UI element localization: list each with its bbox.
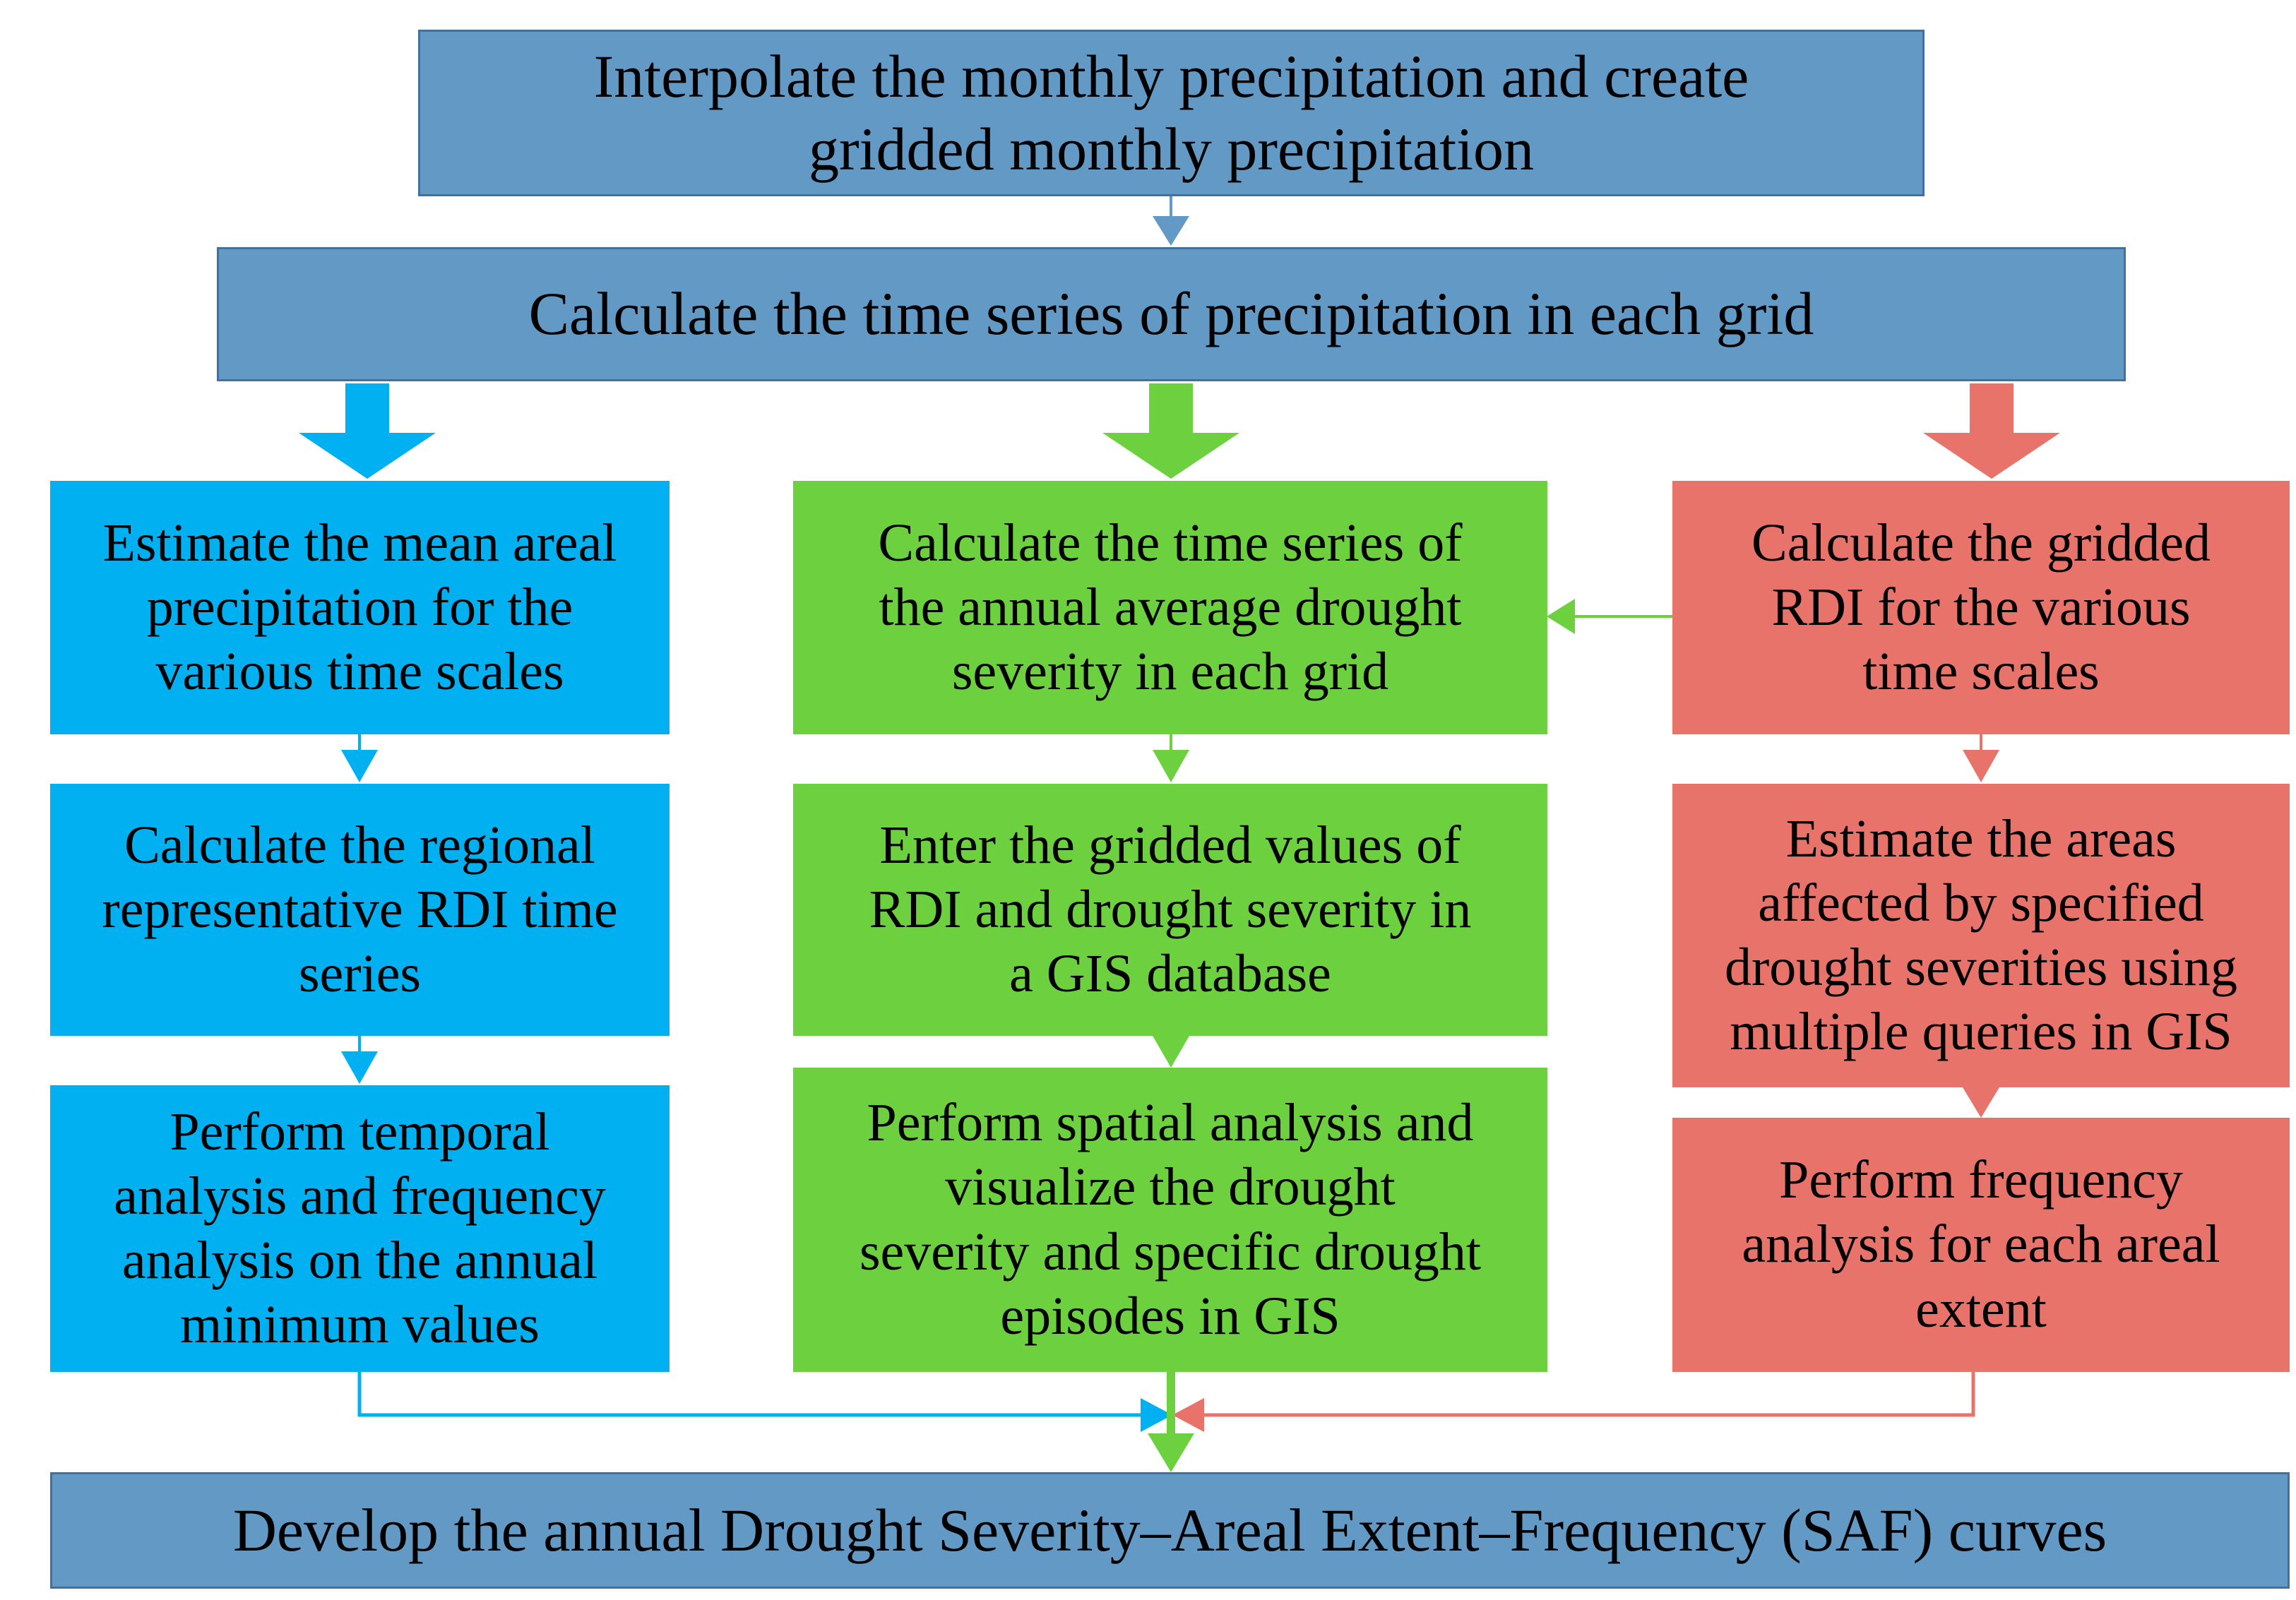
arrow-head-middle-1-2 [1153,750,1189,782]
middle-step-3-box [793,1068,1547,1372]
middle-step-2-text: Enter the gridded values of RDI and drought severity in a GIS database [869,815,1472,1004]
middle-step-1-box [793,481,1547,734]
connector-right-to-final [1197,1372,1973,1415]
left-step-3-text: Perform temporal analysis and frequency analysis on the annual minimum values [114,1102,606,1355]
arrow-head-left-2-3 [341,1051,378,1084]
develop-saf-step-text: Develop the annual Drought Severity–Areal Extent–Frequency (SAF) curves [232,1495,2107,1564]
left-step-1-box [50,481,670,734]
interpolate-step-box [418,30,1925,196]
arrow-head-interpolate-to-time-series [1153,216,1189,246]
time-series-step-box [217,247,2126,381]
interpolate-step-text: Interpolate the monthly precipitation and create gridded monthly precipitation [593,42,1749,183]
time-series-step-text: Calculate the time series of precipitation in each grid [528,280,1814,348]
right-step-3-box [1672,1118,2290,1372]
arrow-head-middle-to-final [1148,1433,1194,1472]
left-step-1-text: Estimate the mean areal precipitation for the various time scales [102,513,617,702]
arrow-head-right-2-3 [1963,1087,1999,1118]
right-step-3-text: Perform frequency analysis for each areal extent [1742,1150,2220,1339]
right-step-1-text: Calculate the gridded RDI for the various time scales [1751,513,2211,702]
arrow-head-left-1-2 [341,750,378,782]
left-step-2-box [50,784,670,1036]
develop-saf-step-box [50,1472,2290,1589]
right-step-2-box [1672,784,2290,1087]
right-step-1-box [1672,481,2290,734]
block-arrow-cyan [299,383,436,479]
left-step-2-text: Calculate the regional representative RDI time series [102,815,618,1004]
left-step-3-box [50,1085,670,1372]
block-arrow-green [1102,383,1239,479]
connector-left-to-final [359,1372,1148,1415]
middle-step-3-text: Perform spatial analysis and visualize the drought severity and specific drought episodes in GIS [859,1093,1482,1346]
arrow-head-red-to-green [1547,599,1575,634]
middle-step-1-text: Calculate the time series of the annual average drought severity in each grid [878,513,1463,702]
block-arrow-red [1923,383,2060,479]
arrow-head-middle-2-3 [1153,1036,1189,1068]
middle-step-2-box [793,784,1547,1036]
arrow-head-right-1-2 [1963,750,1999,782]
right-step-2-text: Estimate the areas affected by specified drought severities using multiple queries in GIS [1724,808,2238,1062]
arrow-head-right-to-final [1172,1398,1204,1432]
